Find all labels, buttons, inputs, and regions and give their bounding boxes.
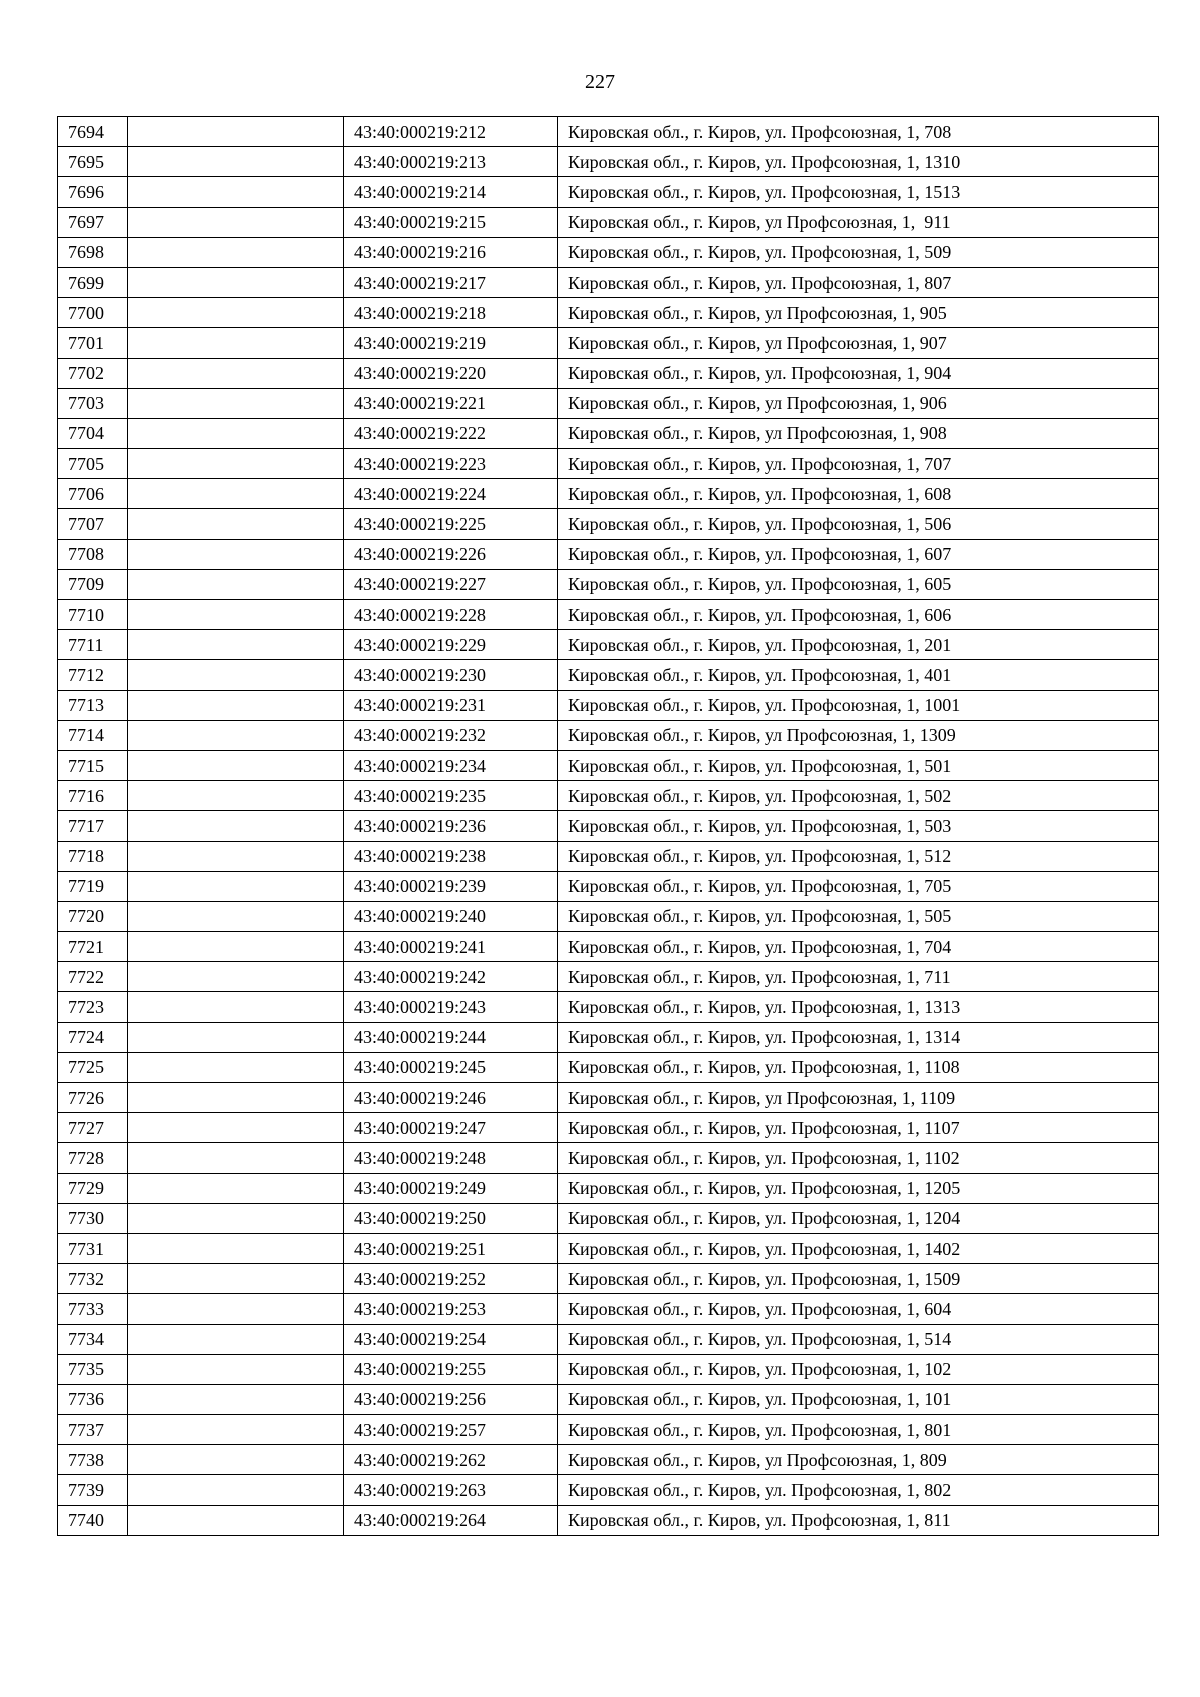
address-cell: Кировская обл., г. Киров, ул Профсоюзная, 1, 907 — [558, 328, 1159, 358]
address-cell: Кировская обл., г. Киров, ул. Профсоюзная, 1, 802 — [558, 1475, 1159, 1505]
table-row — [58, 1022, 1159, 1052]
cadastral-number-cell: 43:40:000219:262 — [344, 1445, 558, 1475]
table-row — [58, 1173, 1159, 1203]
object-name-cell — [128, 720, 344, 750]
address-cell: Кировская обл., г. Киров, ул. Профсоюзная, 1, 502 — [558, 781, 1159, 811]
address-cell: Кировская обл., г. Киров, ул. Профсоюзная, 1, 801 — [558, 1415, 1159, 1445]
cadastral-number-cell: 43:40:000219:264 — [344, 1505, 558, 1535]
object-name-cell — [128, 690, 344, 720]
table-row — [58, 781, 1159, 811]
row-number-cell: 7711 — [58, 630, 128, 660]
address-cell: Кировская обл., г. Киров, ул. Профсоюзная, 1, 505 — [558, 901, 1159, 931]
object-name-cell — [128, 841, 344, 871]
cadastral-number-cell: 43:40:000219:223 — [344, 449, 558, 479]
address-cell: Кировская обл., г. Киров, ул. Профсоюзная, 1, 1314 — [558, 1022, 1159, 1052]
table-row — [58, 1445, 1159, 1475]
row-number-cell: 7694 — [58, 117, 128, 147]
table-row — [58, 630, 1159, 660]
table-row — [58, 267, 1159, 297]
cadastral-number-cell: 43:40:000219:256 — [344, 1384, 558, 1414]
row-number-cell: 7718 — [58, 841, 128, 871]
cadastral-number-cell: 43:40:000219:221 — [344, 388, 558, 418]
row-number-cell: 7712 — [58, 660, 128, 690]
object-name-cell — [128, 1475, 344, 1505]
table-row — [58, 660, 1159, 690]
row-number-cell: 7716 — [58, 781, 128, 811]
address-cell: Кировская обл., г. Киров, ул. Профсоюзная, 1, 1310 — [558, 147, 1159, 177]
object-name-cell — [128, 1354, 344, 1384]
cadastral-number-cell: 43:40:000219:240 — [344, 901, 558, 931]
cadastral-number-cell: 43:40:000219:229 — [344, 630, 558, 660]
object-name-cell — [128, 932, 344, 962]
row-number-cell: 7709 — [58, 569, 128, 599]
address-cell: Кировская обл., г. Киров, ул. Профсоюзная, 1, 1402 — [558, 1233, 1159, 1263]
table-row — [58, 1294, 1159, 1324]
table-row — [58, 720, 1159, 750]
object-name-cell — [128, 117, 344, 147]
object-name-cell — [128, 1324, 344, 1354]
object-name-cell — [128, 1083, 344, 1113]
object-name-cell — [128, 660, 344, 690]
object-name-cell — [128, 509, 344, 539]
cadastral-number-cell: 43:40:000219:231 — [344, 690, 558, 720]
row-number-cell: 7710 — [58, 600, 128, 630]
cadastral-number-cell: 43:40:000219:263 — [344, 1475, 558, 1505]
address-cell: Кировская обл., г. Киров, ул Профсоюзная, 1, 905 — [558, 298, 1159, 328]
row-number-cell: 7720 — [58, 901, 128, 931]
row-number-cell: 7737 — [58, 1415, 128, 1445]
cadastral-number-cell: 43:40:000219:244 — [344, 1022, 558, 1052]
row-number-cell: 7734 — [58, 1324, 128, 1354]
row-number-cell: 7697 — [58, 207, 128, 237]
address-cell: Кировская обл., г. Киров, ул. Профсоюзная, 1, 1513 — [558, 177, 1159, 207]
row-number-cell: 7705 — [58, 449, 128, 479]
cadastral-number-cell: 43:40:000219:230 — [344, 660, 558, 690]
object-name-cell — [128, 1203, 344, 1233]
address-cell: Кировская обл., г. Киров, ул Профсоюзная, 1, 809 — [558, 1445, 1159, 1475]
table-row — [58, 358, 1159, 388]
object-name-cell — [128, 750, 344, 780]
table-row — [58, 1324, 1159, 1354]
object-name-cell — [128, 539, 344, 569]
cadastral-number-cell: 43:40:000219:227 — [344, 569, 558, 599]
cadastral-number-cell: 43:40:000219:220 — [344, 358, 558, 388]
table-row — [58, 539, 1159, 569]
address-cell: Кировская обл., г. Киров, ул. Профсоюзная, 1, 1205 — [558, 1173, 1159, 1203]
address-cell: Кировская обл., г. Киров, ул. Профсоюзная, 1, 807 — [558, 267, 1159, 297]
object-name-cell — [128, 630, 344, 660]
cadastral-number-cell: 43:40:000219:251 — [344, 1233, 558, 1263]
row-number-cell: 7728 — [58, 1143, 128, 1173]
cadastral-number-cell: 43:40:000219:235 — [344, 781, 558, 811]
cadastral-number-cell: 43:40:000219:241 — [344, 932, 558, 962]
row-number-cell: 7699 — [58, 267, 128, 297]
cadastral-number-cell: 43:40:000219:248 — [344, 1143, 558, 1173]
address-cell: Кировская обл., г. Киров, ул. Профсоюзная, 1, 1001 — [558, 690, 1159, 720]
row-number-cell: 7717 — [58, 811, 128, 841]
object-name-cell — [128, 1113, 344, 1143]
cadastral-number-cell: 43:40:000219:216 — [344, 237, 558, 267]
cadastral-number-cell: 43:40:000219:254 — [344, 1324, 558, 1354]
cadastral-number-cell: 43:40:000219:224 — [344, 479, 558, 509]
cadastral-number-cell: 43:40:000219:247 — [344, 1113, 558, 1143]
row-number-cell: 7736 — [58, 1384, 128, 1414]
object-name-cell — [128, 388, 344, 418]
object-name-cell — [128, 1415, 344, 1445]
row-number-cell: 7715 — [58, 750, 128, 780]
table-row — [58, 871, 1159, 901]
object-name-cell — [128, 1384, 344, 1414]
registry-table — [57, 116, 1159, 1536]
table-row — [58, 750, 1159, 780]
row-number-cell: 7714 — [58, 720, 128, 750]
address-cell: Кировская обл., г. Киров, ул. Профсоюзная, 1, 608 — [558, 479, 1159, 509]
address-cell: Кировская обл., г. Киров, ул Профсоюзная, 1, 908 — [558, 418, 1159, 448]
page-number: 227 — [585, 71, 615, 93]
table-row — [58, 328, 1159, 358]
row-number-cell: 7707 — [58, 509, 128, 539]
table-row — [58, 841, 1159, 871]
cadastral-number-cell: 43:40:000219:236 — [344, 811, 558, 841]
table-row — [58, 479, 1159, 509]
address-cell: Кировская обл., г. Киров, ул. Профсоюзная, 1, 711 — [558, 962, 1159, 992]
table-row — [58, 1203, 1159, 1233]
table-row — [58, 690, 1159, 720]
object-name-cell — [128, 358, 344, 388]
cadastral-number-cell: 43:40:000219:215 — [344, 207, 558, 237]
cadastral-number-cell: 43:40:000219:238 — [344, 841, 558, 871]
cadastral-number-cell: 43:40:000219:225 — [344, 509, 558, 539]
row-number-cell: 7721 — [58, 932, 128, 962]
cadastral-number-cell: 43:40:000219:228 — [344, 600, 558, 630]
table-row — [58, 298, 1159, 328]
object-name-cell — [128, 267, 344, 297]
address-cell: Кировская обл., г. Киров, ул Профсоюзная, 1, 1309 — [558, 720, 1159, 750]
row-number-cell: 7724 — [58, 1022, 128, 1052]
object-name-cell — [128, 1022, 344, 1052]
address-cell: Кировская обл., г. Киров, ул. Профсоюзная, 1, 101 — [558, 1384, 1159, 1414]
object-name-cell — [128, 418, 344, 448]
cadastral-number-cell: 43:40:000219:252 — [344, 1264, 558, 1294]
cadastral-number-cell: 43:40:000219:257 — [344, 1415, 558, 1445]
row-number-cell: 7696 — [58, 177, 128, 207]
object-name-cell — [128, 1143, 344, 1173]
address-cell: Кировская обл., г. Киров, ул. Профсоюзная, 1, 811 — [558, 1505, 1159, 1535]
row-number-cell: 7738 — [58, 1445, 128, 1475]
cadastral-number-cell: 43:40:000219:226 — [344, 539, 558, 569]
table-row — [58, 992, 1159, 1022]
object-name-cell — [128, 479, 344, 509]
object-name-cell — [128, 811, 344, 841]
address-cell: Кировская обл., г. Киров, ул. Профсоюзная, 1, 705 — [558, 871, 1159, 901]
row-number-cell: 7732 — [58, 1264, 128, 1294]
row-number-cell: 7740 — [58, 1505, 128, 1535]
object-name-cell — [128, 569, 344, 599]
registry-table-body — [58, 117, 1159, 1536]
cadastral-number-cell: 43:40:000219:213 — [344, 147, 558, 177]
row-number-cell: 7729 — [58, 1173, 128, 1203]
table-row — [58, 388, 1159, 418]
row-number-cell: 7695 — [58, 147, 128, 177]
row-number-cell: 7727 — [58, 1113, 128, 1143]
cadastral-number-cell: 43:40:000219:219 — [344, 328, 558, 358]
object-name-cell — [128, 781, 344, 811]
object-name-cell — [128, 1264, 344, 1294]
cadastral-number-cell: 43:40:000219:250 — [344, 1203, 558, 1233]
row-number-cell: 7704 — [58, 418, 128, 448]
object-name-cell — [128, 237, 344, 267]
cadastral-number-cell: 43:40:000219:246 — [344, 1083, 558, 1113]
address-cell: Кировская обл., г. Киров, ул. Профсоюзная, 1, 401 — [558, 660, 1159, 690]
table-row — [58, 932, 1159, 962]
table-row — [58, 449, 1159, 479]
cadastral-number-cell: 43:40:000219:218 — [344, 298, 558, 328]
address-cell: Кировская обл., г. Киров, ул. Профсоюзная, 1, 605 — [558, 569, 1159, 599]
cadastral-number-cell: 43:40:000219:255 — [344, 1354, 558, 1384]
object-name-cell — [128, 1505, 344, 1535]
row-number-cell: 7713 — [58, 690, 128, 720]
table-row — [58, 207, 1159, 237]
row-number-cell: 7698 — [58, 237, 128, 267]
address-cell: Кировская обл., г. Киров, ул Профсоюзная, 1, 911 — [558, 207, 1159, 237]
address-cell: Кировская обл., г. Киров, ул. Профсоюзная, 1, 604 — [558, 1294, 1159, 1324]
table-row — [58, 237, 1159, 267]
object-name-cell — [128, 147, 344, 177]
table-row — [58, 569, 1159, 599]
table-row — [58, 177, 1159, 207]
address-cell: Кировская обл., г. Киров, ул. Профсоюзная, 1, 201 — [558, 630, 1159, 660]
object-name-cell — [128, 1173, 344, 1203]
table-row — [58, 1354, 1159, 1384]
address-cell: Кировская обл., г. Киров, ул. Профсоюзная, 1, 501 — [558, 750, 1159, 780]
cadastral-number-cell: 43:40:000219:242 — [344, 962, 558, 992]
address-cell: Кировская обл., г. Киров, ул. Профсоюзная, 1, 704 — [558, 932, 1159, 962]
object-name-cell — [128, 1294, 344, 1324]
table-row — [58, 1415, 1159, 1445]
row-number-cell: 7726 — [58, 1083, 128, 1113]
row-number-cell: 7723 — [58, 992, 128, 1022]
address-cell: Кировская обл., г. Киров, ул. Профсоюзная, 1, 607 — [558, 539, 1159, 569]
address-cell: Кировская обл., г. Киров, ул. Профсоюзная, 1, 1102 — [558, 1143, 1159, 1173]
cadastral-number-cell: 43:40:000219:234 — [344, 750, 558, 780]
cadastral-number-cell: 43:40:000219:245 — [344, 1052, 558, 1082]
address-cell: Кировская обл., г. Киров, ул. Профсоюзная, 1, 512 — [558, 841, 1159, 871]
object-name-cell — [128, 1445, 344, 1475]
table-row — [58, 1143, 1159, 1173]
table-row — [58, 1505, 1159, 1535]
table-row — [58, 1052, 1159, 1082]
row-number-cell: 7731 — [58, 1233, 128, 1263]
object-name-cell — [128, 901, 344, 931]
table-row — [58, 117, 1159, 147]
address-cell: Кировская обл., г. Киров, ул. Профсоюзная, 1, 904 — [558, 358, 1159, 388]
address-cell: Кировская обл., г. Киров, ул. Профсоюзная, 1, 1107 — [558, 1113, 1159, 1143]
cadastral-number-cell: 43:40:000219:222 — [344, 418, 558, 448]
object-name-cell — [128, 328, 344, 358]
address-cell: Кировская обл., г. Киров, ул. Профсоюзная, 1, 506 — [558, 509, 1159, 539]
row-number-cell: 7700 — [58, 298, 128, 328]
cadastral-number-cell: 43:40:000219:239 — [344, 871, 558, 901]
address-cell: Кировская обл., г. Киров, ул. Профсоюзная, 1, 503 — [558, 811, 1159, 841]
table-row — [58, 1264, 1159, 1294]
table-row — [58, 811, 1159, 841]
object-name-cell — [128, 177, 344, 207]
object-name-cell — [128, 207, 344, 237]
cadastral-number-cell: 43:40:000219:212 — [344, 117, 558, 147]
table-row — [58, 1384, 1159, 1414]
object-name-cell — [128, 298, 344, 328]
address-cell: Кировская обл., г. Киров, ул. Профсоюзная, 1, 1108 — [558, 1052, 1159, 1082]
row-number-cell: 7739 — [58, 1475, 128, 1505]
cadastral-number-cell: 43:40:000219:217 — [344, 267, 558, 297]
row-number-cell: 7703 — [58, 388, 128, 418]
address-cell: Кировская обл., г. Киров, ул. Профсоюзная, 1, 1313 — [558, 992, 1159, 1022]
cadastral-number-cell: 43:40:000219:214 — [344, 177, 558, 207]
table-row — [58, 147, 1159, 177]
address-cell: Кировская обл., г. Киров, ул. Профсоюзная, 1, 102 — [558, 1354, 1159, 1384]
row-number-cell: 7730 — [58, 1203, 128, 1233]
object-name-cell — [128, 871, 344, 901]
address-cell: Кировская обл., г. Киров, ул. Профсоюзная, 1, 1204 — [558, 1203, 1159, 1233]
table-row — [58, 962, 1159, 992]
row-number-cell: 7708 — [58, 539, 128, 569]
address-cell: Кировская обл., г. Киров, ул Профсоюзная, 1, 906 — [558, 388, 1159, 418]
object-name-cell — [128, 962, 344, 992]
table-row — [58, 600, 1159, 630]
row-number-cell: 7725 — [58, 1052, 128, 1082]
address-cell: Кировская обл., г. Киров, ул. Профсоюзная, 1, 708 — [558, 117, 1159, 147]
table-row — [58, 1233, 1159, 1263]
address-cell: Кировская обл., г. Киров, ул. Профсоюзная, 1, 707 — [558, 449, 1159, 479]
row-number-cell: 7722 — [58, 962, 128, 992]
object-name-cell — [128, 1233, 344, 1263]
table-row — [58, 509, 1159, 539]
cadastral-number-cell: 43:40:000219:232 — [344, 720, 558, 750]
address-cell: Кировская обл., г. Киров, ул. Профсоюзная, 1, 1509 — [558, 1264, 1159, 1294]
table-row — [58, 1113, 1159, 1143]
cadastral-number-cell: 43:40:000219:243 — [344, 992, 558, 1022]
object-name-cell — [128, 1052, 344, 1082]
object-name-cell — [128, 992, 344, 1022]
row-number-cell: 7702 — [58, 358, 128, 388]
row-number-cell: 7719 — [58, 871, 128, 901]
table-row — [58, 1083, 1159, 1113]
row-number-cell: 7735 — [58, 1354, 128, 1384]
address-cell: Кировская обл., г. Киров, ул. Профсоюзная, 1, 606 — [558, 600, 1159, 630]
address-cell: Кировская обл., г. Киров, ул. Профсоюзная, 1, 514 — [558, 1324, 1159, 1354]
object-name-cell — [128, 449, 344, 479]
cadastral-number-cell: 43:40:000219:249 — [344, 1173, 558, 1203]
address-cell: Кировская обл., г. Киров, ул Профсоюзная, 1, 1109 — [558, 1083, 1159, 1113]
table-row — [58, 418, 1159, 448]
table-row — [58, 901, 1159, 931]
cadastral-number-cell: 43:40:000219:253 — [344, 1294, 558, 1324]
row-number-cell: 7706 — [58, 479, 128, 509]
table-row — [58, 1475, 1159, 1505]
row-number-cell: 7733 — [58, 1294, 128, 1324]
row-number-cell: 7701 — [58, 328, 128, 358]
address-cell: Кировская обл., г. Киров, ул. Профсоюзная, 1, 509 — [558, 237, 1159, 267]
object-name-cell — [128, 600, 344, 630]
